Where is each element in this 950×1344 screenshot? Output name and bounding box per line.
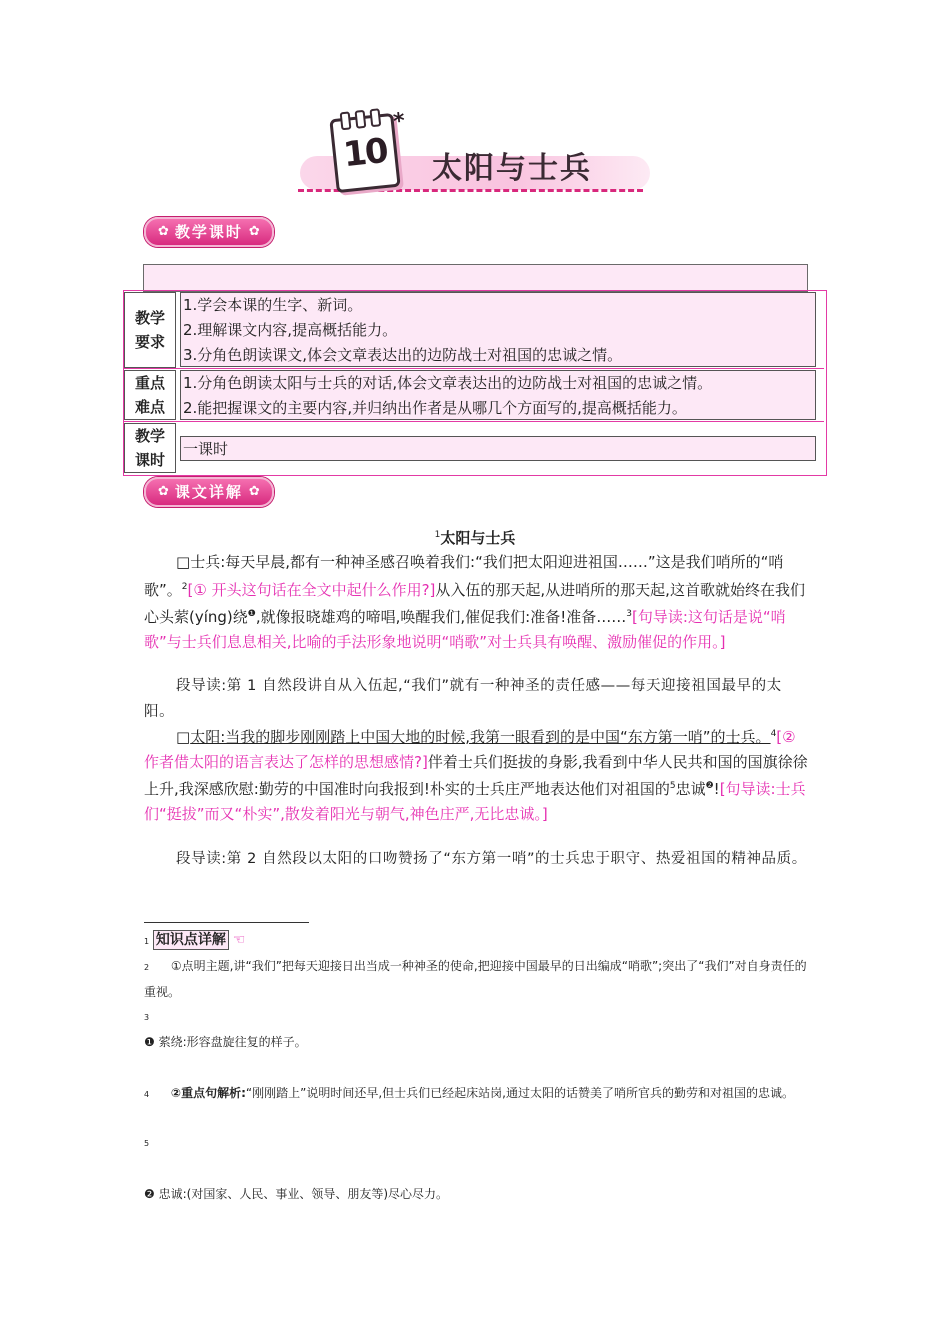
row-label-key-points: 重点 难点 — [124, 370, 176, 420]
footnote-2: 2 ①点明主题,讲“我们”把每天迎接日出当成一种神圣的使命,把迎接中国最早的日出编成“哨歌”;突出了“我们”对自身责任的重视。 — [144, 959, 807, 999]
star-icon: ✿ — [248, 224, 260, 239]
text-detail-badge: ✿ 课文详解 ✿ — [144, 477, 274, 507]
footnote-5-mark: ❷ — [144, 1187, 155, 1201]
footnote-4: 4 ②重点句解析:“刚刚踏上”说明时间还早,但士兵们已经起床站岗,通过太阳的话赞美了哨所官兵的勤劳和对祖国的忠诚。 — [144, 1086, 794, 1100]
footnote-3: ❶ 萦绕:形容盘旋往复的样子。 — [144, 1035, 307, 1049]
star-icon: ✿ — [158, 484, 169, 499]
row-label-class-hours: 教学 课时 — [124, 423, 176, 473]
sentence-guide-2: [句导读:士兵们“挺拔”而又“朴实”,散发着阳光与朝气,神色庄严,无比忠诚。] — [144, 780, 806, 823]
lesson-title: 太阳与士兵 — [432, 151, 592, 186]
footnote-5-number: 5 — [144, 1139, 150, 1148]
paragraph-1: □士兵:每天早晨,都有一种神圣感召唤着我们:“我们把太阳迎进祖国……”这是我们哨所的“哨歌”。$^2$[① 开头这句话在全文中起什么作用?]从入伍的那天起,从进哨所的那天起,这首歌就始终在我们心头萦(yíng)绕$^❶$,就像报晓雄鸡的啼唱,唤醒我们,催促我们:准备!准备……$^3$[句导读:这句话是说“哨歌”与士兵们息息相关,比喻的手法形象地说明“哨歌”对士兵具有唤醒、激励催促的作用。] — [144, 553, 805, 651]
calendar-icon — [329, 108, 407, 193]
segment-guide-1: 段导读:第 1 自然段讲自从入伍起,“我们”就有一种神圣的责任感——每天迎接祖国最早的太阳。 — [144, 678, 782, 720]
pointing-hand-icon: ☜ — [232, 932, 246, 948]
row-content-requirements: 1.学会本课的生字、新词。 2.理解课文内容,提高概括能力。 3.分角色朗读课文,体会文章表达出的边防战士对祖国的忠诚之情。 — [180, 292, 816, 367]
footnote-mark-2: ❷ — [705, 781, 714, 791]
table-header-box — [143, 264, 808, 292]
row-divider — [124, 421, 824, 422]
footnote-5: ❷ 忠诚:(对国家、人民、事业、领导、朋友等)尽心尽力。 — [144, 1187, 449, 1201]
star-icon: ✿ — [158, 224, 169, 239]
star-icon: ✿ — [248, 484, 260, 499]
footnote-1: 1 知识点详解 ☜ — [144, 932, 246, 948]
row-divider — [124, 368, 824, 369]
article-title: $^1$太阳与士兵 — [434, 529, 516, 547]
question-2: [② 作者借太阳的语言表达了怎样的思想感情?] — [144, 728, 796, 771]
row-content-key-points: 1.分角色朗读太阳与士兵的对话,体会文章表达出的边防战士对祖国的忠诚之情。 2.能把握课文的主要内容,并归纳出作者是从哪几个方面写的,提高概括能力。 — [180, 370, 816, 420]
segment-guide-2: 段导读:第 2 自然段以太阳的口吻赞扬了“东方第一哨”的士兵忠于职守、热爱祖国的精神品质。 — [176, 851, 807, 867]
key-sentence: 太阳:当我的脚步刚刚踏上中国大地的时候,我第一眼看到的是中国“东方第一哨”的士兵。 — [190, 728, 771, 746]
sentence-guide-1: [句导读:这句话是说“哨歌”与士兵们息息相关,比喻的手法形象地说明“哨歌”对士兵具有唤醒、激励催促的作用。] — [144, 608, 786, 651]
footnote-3-number: 3 — [144, 1013, 150, 1022]
row-content-class-hours: 一课时 — [180, 436, 816, 461]
teaching-hours-badge: ✿ 教学课时 ✿ — [144, 217, 274, 247]
question-1: [① 开头这句话在全文中起什么作用?] — [187, 580, 436, 599]
footnote-mark-1: ❶ — [247, 609, 256, 619]
footnote-rule — [144, 922, 309, 923]
row-label-requirements: 教学 要求 — [124, 292, 176, 368]
footnote-3-mark: ❶ — [144, 1035, 155, 1049]
knowledge-point-label: 知识点详解 — [153, 930, 229, 950]
lesson-number: 10 — [341, 130, 389, 176]
lesson-marker: * — [392, 108, 407, 135]
paragraph-2: □太阳:当我的脚步刚刚踏上中国大地的时候,我第一眼看到的是中国“东方第一哨”的士兵。$^4$[② 作者借太阳的语言表达了怎样的思想感情?]伴着士兵们挺拔的身影,我看到中华人民共和国的国旗徐徐上升,我深感欣慰:勤劳的中国准时向我报到!朴实的士兵庄严地表达他们对祖国的$^5$忠诚$^❷$![句导读:士兵们“挺拔”而又“朴实”,散发着阳光与朝气,神色庄严,无比忠诚。] — [144, 728, 808, 823]
